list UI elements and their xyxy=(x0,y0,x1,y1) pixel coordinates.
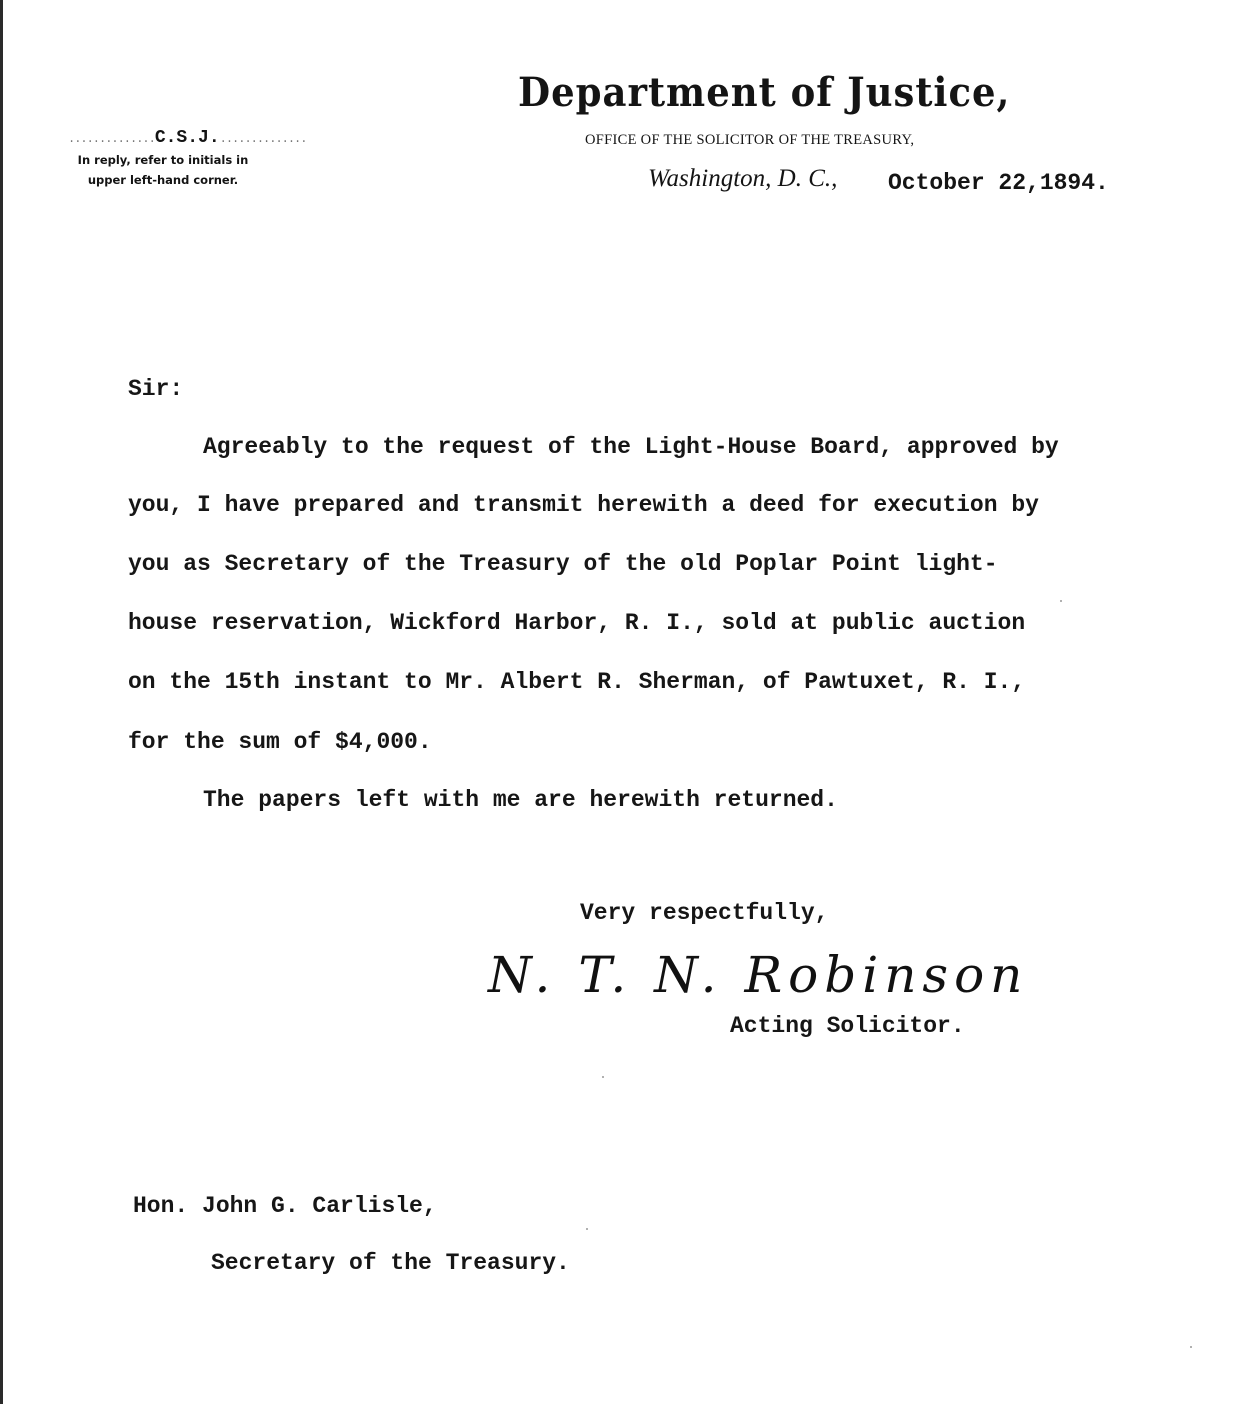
letterhead-office: OFFICE OF THE SOLICITOR OF THE TREASURY, xyxy=(585,132,915,148)
letterhead-place: Washington, D. C., xyxy=(648,165,838,192)
body-line: Agreeably to the request of the Light-House Board, approved by xyxy=(203,434,1059,460)
addressee-name: Hon. John G. Carlisle, xyxy=(133,1193,437,1219)
body-line: for the sum of $4,000. xyxy=(128,729,432,755)
signer-title: Acting Solicitor. xyxy=(730,1013,965,1039)
dotted-leader: .............. xyxy=(68,132,155,146)
body-line: The papers left with me are herewith returned. xyxy=(203,787,838,813)
body-line: you, I have prepared and transmit herewith a deed for execution by xyxy=(128,492,1039,518)
handwritten-signature: N. T. N. Robinson xyxy=(488,946,1029,1004)
salutation: Sir: xyxy=(128,376,184,402)
letter-date: October 22,1894. xyxy=(888,170,1109,196)
scan-edge xyxy=(0,0,3,1404)
addressee-title: Secretary of the Treasury. xyxy=(211,1250,570,1276)
paper-speck xyxy=(1190,1346,1192,1348)
paper-speck xyxy=(602,1076,604,1078)
body-line: you as Secretary of the Treasury of the old Poplar Point light- xyxy=(128,551,998,577)
reference-note xyxy=(68,150,258,190)
letterhead-title: Department of Justice, xyxy=(518,68,1011,116)
body-line: house reservation, Wickford Harbor, R. I., sold at public auction xyxy=(128,610,1026,636)
paper-speck xyxy=(586,1228,588,1230)
closing: Very respectfully, xyxy=(580,900,829,926)
paper-speck xyxy=(1060,600,1062,602)
dotted-leader: .............. xyxy=(219,132,307,146)
reference-note-line: upper left-hand corner. xyxy=(87,173,239,187)
reference-block xyxy=(68,128,307,190)
reference-note-line: In reply, refer to initials in xyxy=(77,153,249,167)
reference-initials-line xyxy=(68,128,307,148)
reference-initials: C.S.J. xyxy=(154,128,220,148)
body-line: on the 15th instant to Mr. Albert R. Sherman, of Pawtuxet, R. I., xyxy=(128,669,1026,695)
